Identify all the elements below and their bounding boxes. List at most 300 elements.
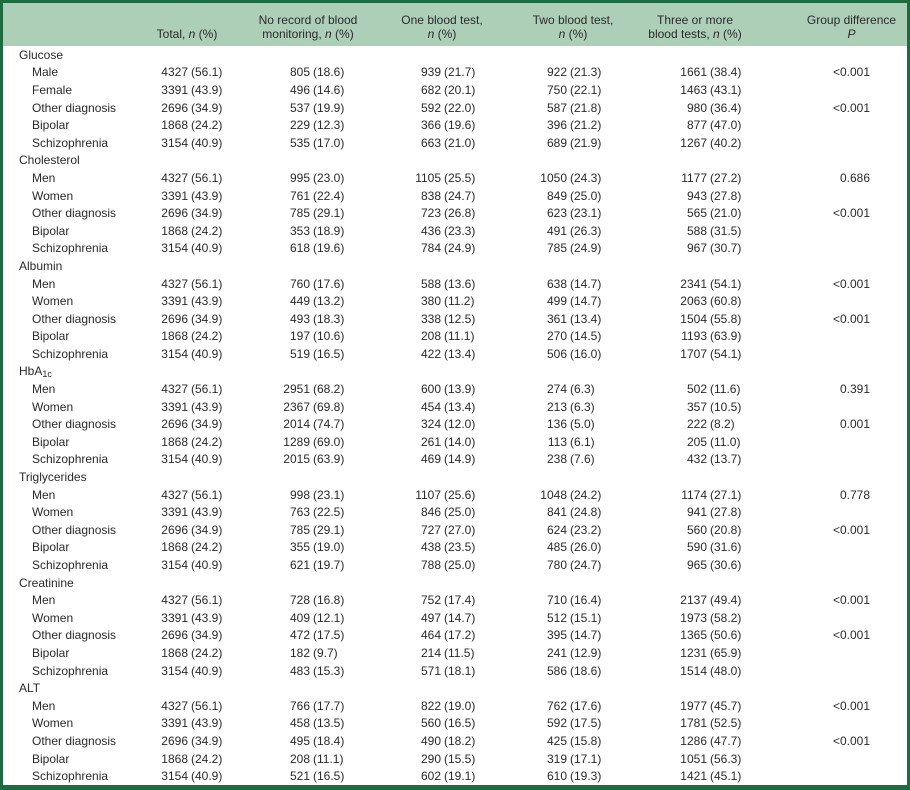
cell-percent-value: (12.9) xyxy=(570,645,602,660)
cell-percent-value: (30.6) xyxy=(710,558,742,573)
cell-no_record xyxy=(234,382,398,396)
cell-percent-value: (18.4) xyxy=(313,733,345,748)
cell-n-value: 449 xyxy=(289,294,310,309)
cell-percent-value: (11.2) xyxy=(444,294,475,309)
cell-percent-value: (17.5) xyxy=(570,716,602,731)
cell-percent-value: (8.2) xyxy=(710,417,735,432)
section-header-row xyxy=(3,152,907,170)
cell-no_record xyxy=(234,171,398,185)
table-row xyxy=(3,451,907,469)
cell-n-value: 995 xyxy=(289,170,310,185)
cell-n-value: 502 xyxy=(686,382,707,397)
cell-n-value: 766 xyxy=(289,698,310,713)
cell-two_tests xyxy=(492,646,658,660)
cell-n-value: 3154 xyxy=(161,769,188,784)
cell-one_test xyxy=(398,294,492,308)
cell-n-value: 663 xyxy=(420,135,441,150)
cell-percent-value: (40.2) xyxy=(710,135,742,150)
table-row xyxy=(3,715,907,733)
cell-percent-value: (24.7) xyxy=(444,188,476,203)
cell-no_record xyxy=(234,540,398,554)
cell-n-value: 319 xyxy=(546,751,567,766)
cell-n-value: 490 xyxy=(420,733,441,748)
cell-total xyxy=(140,558,234,572)
cell-percent-value: (45.1) xyxy=(710,769,742,784)
cell-one_test xyxy=(398,417,492,431)
cell-n-value: 621 xyxy=(289,558,310,573)
cell-total xyxy=(140,628,234,642)
cell-n-value: 205 xyxy=(686,434,707,449)
cell-percent-value: (34.9) xyxy=(191,522,223,537)
cell-percent-value: (23.0) xyxy=(313,170,345,185)
cell-n-value: 521 xyxy=(289,769,310,784)
cell-n-value: 4327 xyxy=(161,170,188,185)
cell-percent-value: (16.5) xyxy=(444,716,476,731)
cell-n-value: 1051 xyxy=(680,751,707,766)
cell-n-value: 723 xyxy=(420,206,441,221)
cell-two_tests xyxy=(492,277,658,291)
cell-p-value: <0.001 xyxy=(832,593,870,608)
cell-percent-value: (40.9) xyxy=(191,241,223,256)
cell-total xyxy=(140,136,234,150)
cell-n-value: 922 xyxy=(546,65,567,80)
cell-no_record xyxy=(234,224,398,238)
table-row xyxy=(3,503,907,521)
cell-n-value: 618 xyxy=(289,241,310,256)
table-row xyxy=(3,539,907,557)
row-label: Women xyxy=(32,716,74,731)
row-label: Other diagnosis xyxy=(32,311,117,326)
cell-percent-value: (40.9) xyxy=(191,558,223,573)
cell-percent-value: (56.1) xyxy=(191,65,223,80)
cell-one_test xyxy=(398,136,492,150)
row-label: Schizophrenia xyxy=(32,241,109,256)
table-row xyxy=(3,433,907,451)
cell-total xyxy=(140,83,234,97)
cell-percent-value: (26.3) xyxy=(570,223,602,238)
cell-n-value: 2696 xyxy=(161,522,188,537)
cell-one_test xyxy=(398,118,492,132)
cell-n-value: 877 xyxy=(686,118,707,133)
cell-total xyxy=(140,241,234,255)
cell-percent-value: (40.9) xyxy=(191,452,223,467)
cell-two_tests xyxy=(492,716,658,730)
cell-n-value: 395 xyxy=(546,628,567,643)
cell-n-value: 785 xyxy=(546,241,567,256)
cell-n-value: 2341 xyxy=(680,276,707,291)
cell-percent-value: (16.5) xyxy=(313,346,345,361)
cell-n-value: 214 xyxy=(420,645,441,660)
cell-no_record xyxy=(234,435,398,449)
cell-n-value: 2696 xyxy=(161,100,188,115)
cell-n-value: 3154 xyxy=(161,663,188,678)
cell-n-value: 491 xyxy=(546,223,567,238)
cell-two_tests xyxy=(492,329,658,343)
cell-three_plus xyxy=(658,593,766,607)
cell-n-value: 761 xyxy=(289,188,310,203)
cell-percent-value: (19.1) xyxy=(444,769,476,784)
cell-two_tests xyxy=(492,189,658,203)
row-label: Men xyxy=(32,382,56,397)
cell-percent-value: (13.6) xyxy=(444,276,476,291)
cell-percent-value: (48.0) xyxy=(710,663,742,678)
cell-percent-value: (19.9) xyxy=(313,100,345,115)
cell-percent-value: (26.0) xyxy=(570,540,602,555)
cell-percent-value: (14.6) xyxy=(313,82,345,97)
cell-percent-value: (23.1) xyxy=(570,206,602,221)
cell-no_record xyxy=(234,646,398,660)
cell-two_tests xyxy=(492,347,658,361)
cell-percent-value: (24.2) xyxy=(191,645,223,660)
cell-percent-value: (21.3) xyxy=(570,65,602,80)
cell-percent-value: (12.1) xyxy=(313,610,345,625)
cell-percent-value: (14.7) xyxy=(570,628,602,643)
cell-n-value: 136 xyxy=(546,417,567,432)
cell-three_plus xyxy=(658,118,766,132)
row-label: Women xyxy=(32,610,74,625)
cell-n-value: 208 xyxy=(289,751,310,766)
cell-n-value: 3391 xyxy=(161,505,188,520)
cell-percent-value: (34.9) xyxy=(191,733,223,748)
cell-percent-value: (14.9) xyxy=(444,452,476,467)
cell-n-value: 1868 xyxy=(161,118,188,133)
cell-n-value: 1421 xyxy=(680,769,707,784)
cell-n-value: 355 xyxy=(289,540,310,555)
cell-n-value: 682 xyxy=(420,82,441,97)
cell-percent-value: (21.7) xyxy=(444,65,476,80)
cell-n-value: 728 xyxy=(289,593,310,608)
cell-n-value: 560 xyxy=(686,522,707,537)
cell-percent-value: (43.9) xyxy=(191,610,223,625)
cell-one_test xyxy=(398,716,492,730)
cell-percent-value: (21.0) xyxy=(444,135,476,150)
cell-two_tests xyxy=(492,699,658,713)
cell-percent-value: (23.1) xyxy=(313,487,345,502)
cell-n-value: 752 xyxy=(420,593,441,608)
cell-percent-value: (17.5) xyxy=(313,628,345,643)
cell-percent-value: (45.7) xyxy=(710,698,742,713)
cell-percent-value: (12.5) xyxy=(444,311,476,326)
cell-percent-value: (19.7) xyxy=(313,558,345,573)
cell-n-value: 939 xyxy=(420,65,441,80)
cell-n-value: 438 xyxy=(420,540,441,555)
cell-one_test xyxy=(398,241,492,255)
cell-n-value: 1504 xyxy=(680,311,707,326)
row-label: Other diagnosis xyxy=(32,417,117,432)
cell-percent-value: (56.1) xyxy=(191,698,223,713)
cell-percent-value: (56.1) xyxy=(191,170,223,185)
cell-two_tests xyxy=(492,312,658,326)
cell-total xyxy=(140,171,234,185)
cell-percent-value: (22.1) xyxy=(570,82,602,97)
cell-n-value: 506 xyxy=(546,346,567,361)
cell-percent-value: (56.1) xyxy=(191,593,223,608)
cell-percent-value: (12.0) xyxy=(444,417,476,432)
cell-percent-value: (16.5) xyxy=(313,769,345,784)
cell-percent-value: (19.0) xyxy=(444,698,476,713)
section-label: Triglycerides xyxy=(19,470,87,485)
cell-percent-value: (69.8) xyxy=(313,399,345,414)
cell-percent-value: (16.4) xyxy=(570,593,602,608)
cell-percent-value: (60.8) xyxy=(710,294,742,309)
cell-n-value: 587 xyxy=(546,100,567,115)
col-header-line: Total, n (%) xyxy=(156,26,218,41)
row-label: Men xyxy=(32,170,56,185)
cell-n-value: 4327 xyxy=(161,65,188,80)
cell-n-value: 396 xyxy=(546,118,567,133)
cell-no_record xyxy=(234,452,398,466)
row-label: Bipolar xyxy=(32,645,70,660)
cell-two_tests xyxy=(492,452,658,466)
cell-n-value: 229 xyxy=(289,118,310,133)
cell-n-value: 357 xyxy=(686,399,707,414)
row-label: Bipolar xyxy=(32,540,70,555)
row-label: Women xyxy=(32,294,74,309)
row-label: Women xyxy=(32,188,74,203)
cell-percent-value: (20.8) xyxy=(710,522,742,537)
cell-n-value: 822 xyxy=(420,698,441,713)
cell-percent-value: (34.9) xyxy=(191,206,223,221)
cell-one_test xyxy=(398,65,492,79)
cell-percent-value: (11.6) xyxy=(710,382,741,397)
cell-percent-value: (6.1) xyxy=(570,434,595,449)
col-header-line: n (%) xyxy=(558,26,588,41)
cell-percent-value: (31.5) xyxy=(710,223,742,238)
cell-percent-value: (21.9) xyxy=(570,135,602,150)
cell-one_test xyxy=(398,189,492,203)
cell-percent-value: (21.0) xyxy=(710,206,742,221)
cell-n-value: 380 xyxy=(420,294,441,309)
cell-one_test xyxy=(398,400,492,414)
cell-percent-value: (54.1) xyxy=(710,346,742,361)
cell-no_record xyxy=(234,752,398,766)
table-row xyxy=(3,609,907,627)
cell-one_test xyxy=(398,752,492,766)
cell-n-value: 3391 xyxy=(161,716,188,731)
cell-one_test xyxy=(398,611,492,625)
cell-percent-value: (43.9) xyxy=(191,294,223,309)
cell-n-value: 208 xyxy=(420,329,441,344)
cell-n-value: 3154 xyxy=(161,346,188,361)
col-header-line: No record of blood xyxy=(258,13,358,27)
cell-n-value: 2367 xyxy=(283,399,310,414)
cell-percent-value: (27.8) xyxy=(710,188,742,203)
cell-n-value: 1365 xyxy=(680,628,707,643)
cell-two_tests xyxy=(492,417,658,431)
table-row xyxy=(3,116,907,134)
cell-three_plus xyxy=(658,65,766,79)
section-label: Albumin xyxy=(19,258,63,273)
row-label: Other diagnosis xyxy=(32,206,117,221)
cell-percent-value: (14.7) xyxy=(444,610,476,625)
cell-n-value: 3154 xyxy=(161,241,188,256)
cell-n-value: 535 xyxy=(289,135,310,150)
cell-percent-value: (6.3) xyxy=(570,382,595,397)
cell-total xyxy=(140,488,234,502)
section-header-row xyxy=(3,46,907,64)
cell-n-value: 493 xyxy=(289,311,310,326)
cell-no_record xyxy=(234,664,398,678)
cell-percent-value: (13.5) xyxy=(313,716,345,731)
cell-two_tests xyxy=(492,540,658,554)
cell-total xyxy=(140,400,234,414)
cell-percent-value: (7.6) xyxy=(570,452,595,467)
cell-total xyxy=(140,593,234,607)
cell-percent-value: (18.3) xyxy=(313,311,345,326)
cell-n-value: 1868 xyxy=(161,434,188,449)
cell-one_test xyxy=(398,312,492,326)
cell-three_plus xyxy=(658,294,766,308)
cell-no_record xyxy=(234,400,398,414)
cell-percent-value: (58.2) xyxy=(710,610,742,625)
table-row xyxy=(3,697,907,715)
row-label: Bipolar xyxy=(32,434,70,449)
cell-n-value: 2137 xyxy=(680,593,707,608)
cell-n-value: 941 xyxy=(686,505,707,520)
cell-one_test xyxy=(398,206,492,220)
cell-n-value: 458 xyxy=(289,716,310,731)
cell-n-value: 197 xyxy=(289,329,310,344)
cell-no_record xyxy=(234,118,398,132)
cell-no_record xyxy=(234,189,398,203)
cell-n-value: 3391 xyxy=(161,610,188,625)
row-label: Men xyxy=(32,276,56,291)
cell-percent-value: (24.8) xyxy=(570,505,602,520)
cell-percent-value: (17.6) xyxy=(570,698,602,713)
cell-n-value: 270 xyxy=(546,329,567,344)
cell-percent-value: (29.1) xyxy=(313,522,345,537)
cell-n-value: 2015 xyxy=(283,452,310,467)
cell-no_record xyxy=(234,505,398,519)
cell-percent-value: (27.2) xyxy=(710,170,742,185)
cell-two_tests xyxy=(492,505,658,519)
cell-percent-value: (24.2) xyxy=(191,751,223,766)
cell-percent-value: (27.0) xyxy=(444,522,476,537)
cell-n-value: 638 xyxy=(546,276,567,291)
cell-p-value: 0.778 xyxy=(839,487,870,502)
cell-n-value: 485 xyxy=(546,540,567,555)
table-row xyxy=(3,521,907,539)
cell-n-value: 537 xyxy=(289,100,310,115)
cell-three_plus xyxy=(658,241,766,255)
table-row xyxy=(3,591,907,609)
cell-one_test xyxy=(398,347,492,361)
cell-percent-value: (30.7) xyxy=(710,241,742,256)
cell-percent-value: (31.6) xyxy=(710,540,742,555)
cell-n-value: 2951 xyxy=(283,382,310,397)
cell-n-value: 785 xyxy=(289,522,310,537)
cell-percent-value: (5.0) xyxy=(570,417,595,432)
cell-n-value: 610 xyxy=(546,769,567,784)
cell-percent-value: (40.9) xyxy=(191,769,223,784)
cell-total xyxy=(140,206,234,220)
table-row xyxy=(3,187,907,205)
cell-percent-value: (11.1) xyxy=(313,751,344,766)
cell-no_record xyxy=(234,101,398,115)
cell-three_plus xyxy=(658,347,766,361)
cell-one_test xyxy=(398,593,492,607)
cell-three_plus xyxy=(658,646,766,660)
cell-percent-value: (13.4) xyxy=(444,346,476,361)
cell-two_tests xyxy=(492,294,658,308)
section-label: Glucose xyxy=(19,47,64,62)
cell-percent-value: (20.1) xyxy=(444,82,476,97)
row-label: Schizophrenia xyxy=(32,769,109,784)
cell-n-value: 324 xyxy=(420,417,441,432)
cell-one_test xyxy=(398,558,492,572)
cell-n-value: 1286 xyxy=(680,733,707,748)
cell-total xyxy=(140,347,234,361)
cell-n-value: 366 xyxy=(420,118,441,133)
cell-n-value: 182 xyxy=(289,645,310,660)
cell-n-value: 1177 xyxy=(681,170,707,185)
cell-percent-value: (43.9) xyxy=(191,82,223,97)
cell-percent-value: (19.6) xyxy=(444,118,476,133)
cell-three_plus xyxy=(658,505,766,519)
cell-n-value: 689 xyxy=(546,135,567,150)
cell-percent-value: (15.8) xyxy=(570,733,602,748)
cell-n-value: 1107 xyxy=(415,487,441,502)
cell-p-value: <0.001 xyxy=(832,733,870,748)
cell-percent-value: (11.5) xyxy=(444,645,475,660)
col-header-p xyxy=(766,3,907,46)
cell-percent-value: (14.7) xyxy=(570,276,602,291)
row-label: Bipolar xyxy=(32,223,70,238)
col-header-line: blood tests, n (%) xyxy=(648,26,742,41)
row-label: Men xyxy=(32,593,56,608)
row-label: Bipolar xyxy=(32,118,70,133)
cell-two_tests xyxy=(492,382,658,396)
cell-total xyxy=(140,505,234,519)
cell-n-value: 1781 xyxy=(680,716,707,731)
cell-no_record xyxy=(234,488,398,502)
cell-n-value: 274 xyxy=(546,382,567,397)
cell-one_test xyxy=(398,523,492,537)
cell-three_plus xyxy=(658,136,766,150)
cell-n-value: 425 xyxy=(546,733,567,748)
cell-n-value: 2696 xyxy=(161,628,188,643)
cell-no_record xyxy=(234,558,398,572)
section-label: HbA$_{1c}$ xyxy=(19,364,52,380)
cell-n-value: 785 xyxy=(289,206,310,221)
cell-percent-value: (16.0) xyxy=(570,346,602,361)
cell-three_plus xyxy=(658,171,766,185)
col-header-line: Group difference xyxy=(806,13,897,27)
cell-n-value: 1267 xyxy=(680,135,707,150)
cell-two_tests xyxy=(492,752,658,766)
cell-total xyxy=(140,277,234,291)
cell-percent-value: (25.0) xyxy=(444,558,476,573)
cell-n-value: 464 xyxy=(420,628,441,643)
cell-two_tests xyxy=(492,400,658,414)
cell-three_plus xyxy=(658,400,766,414)
cell-two_tests xyxy=(492,558,658,572)
cell-percent-value: (34.9) xyxy=(191,417,223,432)
cell-percent-value: (50.6) xyxy=(710,628,742,643)
cell-percent-value: (17.4) xyxy=(444,593,476,608)
section-header-row xyxy=(3,574,907,592)
cell-three_plus xyxy=(658,734,766,748)
cell-n-value: 1868 xyxy=(161,751,188,766)
cell-one_test xyxy=(398,505,492,519)
cell-total xyxy=(140,664,234,678)
cell-n-value: 1289 xyxy=(283,434,310,449)
cell-percent-value: (24.2) xyxy=(191,434,223,449)
table-row xyxy=(3,556,907,574)
col-header-line: P xyxy=(847,26,856,41)
col-header-two_tests xyxy=(492,3,658,46)
cell-percent-value: (34.9) xyxy=(191,311,223,326)
